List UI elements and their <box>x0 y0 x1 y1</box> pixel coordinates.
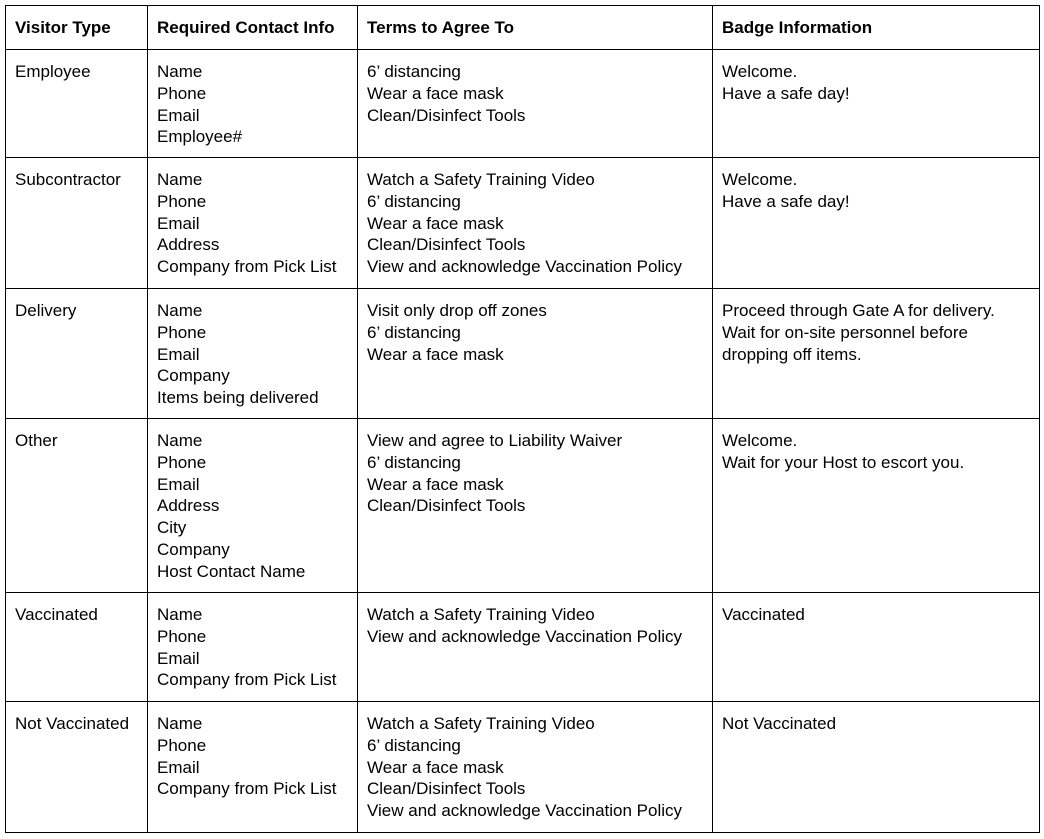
visitor-type-cell <box>6 593 148 702</box>
contact-info-line: Employee# <box>157 127 243 147</box>
table-row <box>6 702 1040 833</box>
badge-info-line: Welcome. <box>722 170 798 189</box>
contact-info-line: Name <box>157 605 203 624</box>
visitor-type-cell <box>6 50 148 158</box>
visitor-type-cell <box>6 158 148 289</box>
contact-info-line: Company <box>157 366 230 386</box>
terms-line: Wear a face mask <box>367 757 504 777</box>
terms-cell <box>358 158 713 289</box>
visitor-type-cell <box>6 702 148 833</box>
terms-line: Clean/Disinfect Tools <box>367 105 526 125</box>
contact-info-line: Company from Pick List <box>157 257 337 277</box>
terms-cell <box>358 419 713 593</box>
contact-info-line: Address <box>157 235 220 255</box>
contact-info-line: Phone <box>157 735 207 755</box>
terms-line: Clean/Disinfect Tools <box>367 496 526 516</box>
terms-line: View and agree to Liability Waiver <box>367 431 623 450</box>
contact-info-line: Phone <box>157 626 207 646</box>
terms-line: Wear a face mask <box>367 474 504 494</box>
terms-cell <box>358 593 713 702</box>
badge-info-line: Have a safe day! <box>722 83 850 103</box>
contact-info-line: Email <box>157 344 200 364</box>
badge-info-line: Have a safe day! <box>722 191 850 211</box>
terms-line: Clean/Disinfect Tools <box>367 235 526 255</box>
terms-line: Wear a face mask <box>367 344 504 364</box>
terms-cell <box>358 702 713 833</box>
badge-info-line: Proceed through Gate A for delivery. <box>722 301 995 320</box>
table-header-row <box>6 6 1040 50</box>
terms-line: Clean/Disinfect Tools <box>367 779 526 799</box>
badge-info-line: Wait for on-site personnel before <box>722 322 968 342</box>
terms-line: View and acknowledge Vaccination Policy <box>367 257 683 277</box>
terms-cell <box>358 50 713 158</box>
contact-info-line: City <box>157 518 187 538</box>
terms-line: Wear a face mask <box>367 83 504 103</box>
contact-info-line: Address <box>157 496 220 516</box>
badge-info-cell <box>713 702 1040 833</box>
terms-line: Watch a Safety Training Video <box>367 170 595 189</box>
badge-info-line: Welcome. <box>722 62 798 81</box>
terms-line: Visit only drop off zones <box>367 301 547 320</box>
table-row <box>6 593 1040 702</box>
contact-info-line: Email <box>157 105 200 125</box>
visitor-type-label: Not Vaccinated <box>15 714 130 733</box>
contact-info-line: Email <box>157 474 200 494</box>
contact-info-line: Name <box>157 431 203 450</box>
badge-info-cell <box>713 158 1040 289</box>
terms-line: 6’ distancing <box>367 191 461 211</box>
header-terms-to-agree-to: Terms to Agree To <box>358 6 713 50</box>
contact-info-line: Host Contact Name <box>157 561 306 581</box>
table-row <box>6 289 1040 419</box>
visitor-type-label: Delivery <box>15 301 77 320</box>
terms-line: 6’ distancing <box>367 735 461 755</box>
visitor-type-label: Employee <box>15 62 91 81</box>
terms-line: View and acknowledge Vaccination Policy <box>367 626 683 646</box>
table-row <box>6 158 1040 289</box>
badge-info-line: Vaccinated <box>722 605 805 624</box>
contact-info-line: Email <box>157 213 200 233</box>
badge-info-cell <box>713 593 1040 702</box>
visitor-type-cell <box>6 419 148 593</box>
visitor-type-label: Vaccinated <box>15 605 98 624</box>
contact-info-line: Items being delivered <box>157 388 319 408</box>
terms-line: 6’ distancing <box>367 452 461 472</box>
header-badge-information: Badge Information <box>713 6 1040 50</box>
contact-info-cell <box>148 50 358 158</box>
table-body <box>6 50 1040 833</box>
contact-info-line: Phone <box>157 322 207 342</box>
terms-line: Watch a Safety Training Video <box>367 714 595 733</box>
contact-info-cell <box>148 702 358 833</box>
contact-info-line: Name <box>157 714 203 733</box>
terms-line: Wear a face mask <box>367 213 504 233</box>
contact-info-cell <box>148 419 358 593</box>
contact-info-line: Email <box>157 648 200 668</box>
visitor-type-label: Other <box>15 431 58 450</box>
terms-line: Watch a Safety Training Video <box>367 605 595 624</box>
contact-info-line: Email <box>157 757 200 777</box>
header-visitor-type: Visitor Type <box>6 6 148 50</box>
visitor-type-label: Subcontractor <box>15 170 121 189</box>
contact-info-line: Name <box>157 170 203 189</box>
contact-info-cell <box>148 158 358 289</box>
contact-info-line: Phone <box>157 83 207 103</box>
table-row <box>6 50 1040 158</box>
contact-info-line: Name <box>157 62 203 81</box>
badge-info-cell <box>713 289 1040 419</box>
badge-info-line: Wait for your Host to escort you. <box>722 452 965 472</box>
contact-info-line: Name <box>157 301 203 320</box>
terms-line: View and acknowledge Vaccination Policy <box>367 801 683 821</box>
visitor-type-cell <box>6 289 148 419</box>
terms-cell <box>358 289 713 419</box>
contact-info-line: Company <box>157 539 230 559</box>
badge-info-line: Not Vaccinated <box>722 714 837 733</box>
contact-info-line: Phone <box>157 191 207 211</box>
terms-line: 6’ distancing <box>367 62 461 81</box>
badge-info-line: dropping off items. <box>722 344 862 364</box>
contact-info-line: Phone <box>157 452 207 472</box>
badge-info-cell <box>713 50 1040 158</box>
badge-info-line: Welcome. <box>722 431 798 450</box>
visitor-requirements-table <box>5 5 1040 833</box>
contact-info-cell <box>148 289 358 419</box>
terms-line: 6’ distancing <box>367 322 461 342</box>
contact-info-line: Company from Pick List <box>157 779 337 799</box>
header-required-contact-info: Required Contact Info <box>148 6 358 50</box>
badge-info-cell <box>713 419 1040 593</box>
contact-info-line: Company from Pick List <box>157 670 337 690</box>
contact-info-cell <box>148 593 358 702</box>
table-row <box>6 419 1040 593</box>
